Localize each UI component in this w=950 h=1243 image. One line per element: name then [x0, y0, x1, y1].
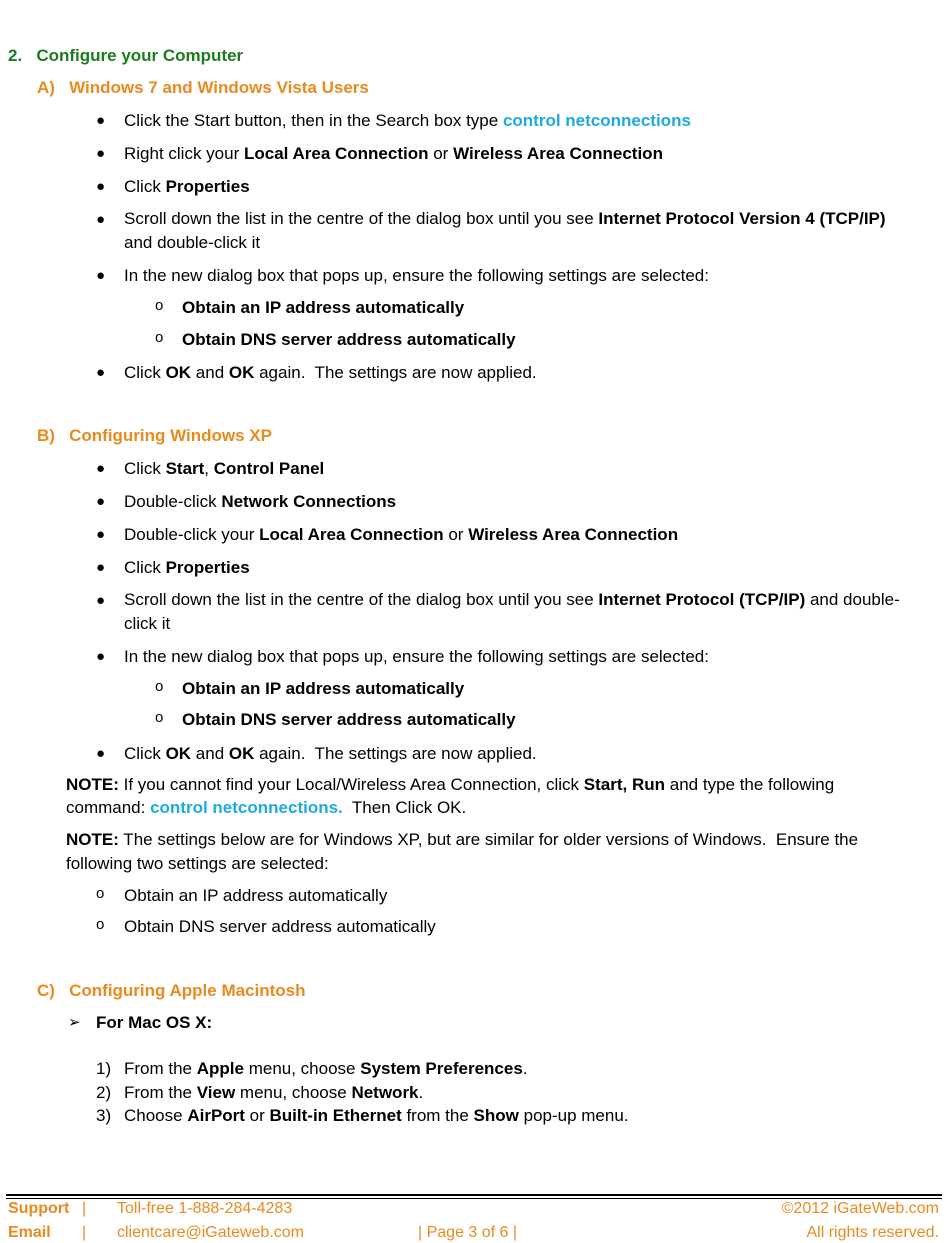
- list-item: Click OK and OK again. The settings are now applied.: [124, 363, 537, 382]
- setting-item: Obtain DNS server address automatically: [182, 710, 516, 729]
- setting-item: Obtain DNS server address automatically: [124, 917, 436, 936]
- heading-windows7: A) Windows 7 and Windows Vista Users: [37, 78, 369, 97]
- note-paragraph-continued: command: control netconnections. Then Click OK.: [66, 798, 467, 817]
- note-paragraph: NOTE: If you cannot find your Local/Wireless Area Connection, click Start, Run and type the following: [66, 775, 835, 794]
- circle-bullet-icon: o: [155, 678, 164, 695]
- bullet-icon: ●: [96, 460, 106, 477]
- bullet-icon: ●: [96, 745, 106, 762]
- circle-bullet-icon: o: [96, 885, 105, 902]
- circle-bullet-icon: o: [155, 329, 164, 346]
- footer-separator: |: [82, 1200, 87, 1217]
- setting-item: Obtain an IP address automatically: [182, 298, 465, 317]
- footer-copyright: ©2012 iGateWeb.com: [781, 1200, 939, 1217]
- bullet-icon: ●: [96, 592, 106, 609]
- step-number: 1): [96, 1059, 112, 1078]
- bullet-icon: ●: [96, 648, 106, 665]
- list-item: Click the Start button, then in the Search box type control netconnections: [124, 111, 691, 130]
- footer-email-label: Email: [8, 1224, 51, 1241]
- setting-item: Obtain DNS server address automatically: [182, 330, 516, 349]
- list-item: Click Start, Control Panel: [124, 459, 325, 478]
- bullet-icon: ●: [96, 112, 106, 129]
- footer-divider: [6, 1198, 942, 1199]
- bullet-icon: ●: [96, 178, 106, 195]
- list-item: Double-click Network Connections: [124, 492, 397, 511]
- list-item: Scroll down the list in the centre of the dialog box until you see Internet Protocol Version 4 (TCP/IP): [124, 209, 886, 228]
- bullet-icon: ●: [96, 145, 106, 162]
- list-item-continued: click it: [124, 614, 171, 633]
- footer-rights: All rights reserved.: [806, 1224, 939, 1241]
- list-item: Click Properties: [124, 177, 250, 196]
- heading-windows-xp: B) Configuring Windows XP: [37, 426, 272, 445]
- command-text: control netconnections: [502, 111, 691, 130]
- step-item: From the View menu, choose Network.: [124, 1083, 424, 1102]
- footer-divider: [6, 1194, 942, 1196]
- circle-bullet-icon: o: [96, 916, 105, 933]
- mac-os-heading: For Mac OS X:: [96, 1013, 213, 1032]
- footer-tollfree: Toll-free 1-888-284-4283: [117, 1200, 293, 1217]
- heading-apple-mac: C) Configuring Apple Macintosh: [37, 981, 306, 1000]
- footer-email-link[interactable]: clientcare@iGateweb.com: [117, 1224, 304, 1241]
- setting-item: Obtain an IP address automatically: [124, 886, 388, 905]
- bullet-icon: ●: [96, 526, 106, 543]
- bullet-icon: ●: [96, 493, 106, 510]
- command-text: control netconnections.: [150, 798, 343, 817]
- footer-page-number: | Page 3 of 6 |: [418, 1224, 518, 1241]
- circle-bullet-icon: o: [155, 297, 164, 314]
- list-item: Scroll down the list in the centre of the dialog box until you see Internet Protocol (TCP/IP) and double-: [124, 590, 900, 609]
- list-item: Click OK and OK again. The settings are now applied.: [124, 744, 537, 763]
- arrow-bullet-icon: ➢: [68, 1014, 81, 1031]
- step-number: 3): [96, 1106, 112, 1125]
- list-item: In the new dialog box that pops up, ensure the following settings are selected:: [124, 266, 709, 285]
- setting-item: Obtain an IP address automatically: [182, 679, 465, 698]
- bullet-icon: ●: [96, 559, 106, 576]
- list-item-continued: and double-click it: [124, 233, 261, 252]
- list-item: Right click your Local Area Connection or Wireless Area Connection: [124, 144, 663, 163]
- list-item: Double-click your Local Area Connection or Wireless Area Connection: [124, 525, 679, 544]
- note-paragraph-continued: following two settings are selected:: [66, 854, 329, 873]
- step-item: From the Apple menu, choose System Preferences.: [124, 1059, 528, 1078]
- bullet-icon: ●: [96, 364, 106, 381]
- step-number: 2): [96, 1083, 112, 1102]
- section-title: 2. Configure your Computer: [8, 46, 244, 65]
- footer-support-label: Support: [8, 1200, 70, 1217]
- circle-bullet-icon: o: [155, 709, 164, 726]
- bullet-icon: ●: [96, 211, 106, 228]
- list-item: Click Properties: [124, 558, 250, 577]
- footer-separator: |: [82, 1224, 87, 1241]
- list-item: In the new dialog box that pops up, ensure the following settings are selected:: [124, 647, 709, 666]
- bullet-icon: ●: [96, 267, 106, 284]
- step-item: Choose AirPort or Built-in Ethernet from the Show pop-up menu.: [124, 1106, 629, 1125]
- note-paragraph: NOTE: The settings below are for Windows XP, but are similar for older versions of Windows. Ensure the: [66, 830, 859, 849]
